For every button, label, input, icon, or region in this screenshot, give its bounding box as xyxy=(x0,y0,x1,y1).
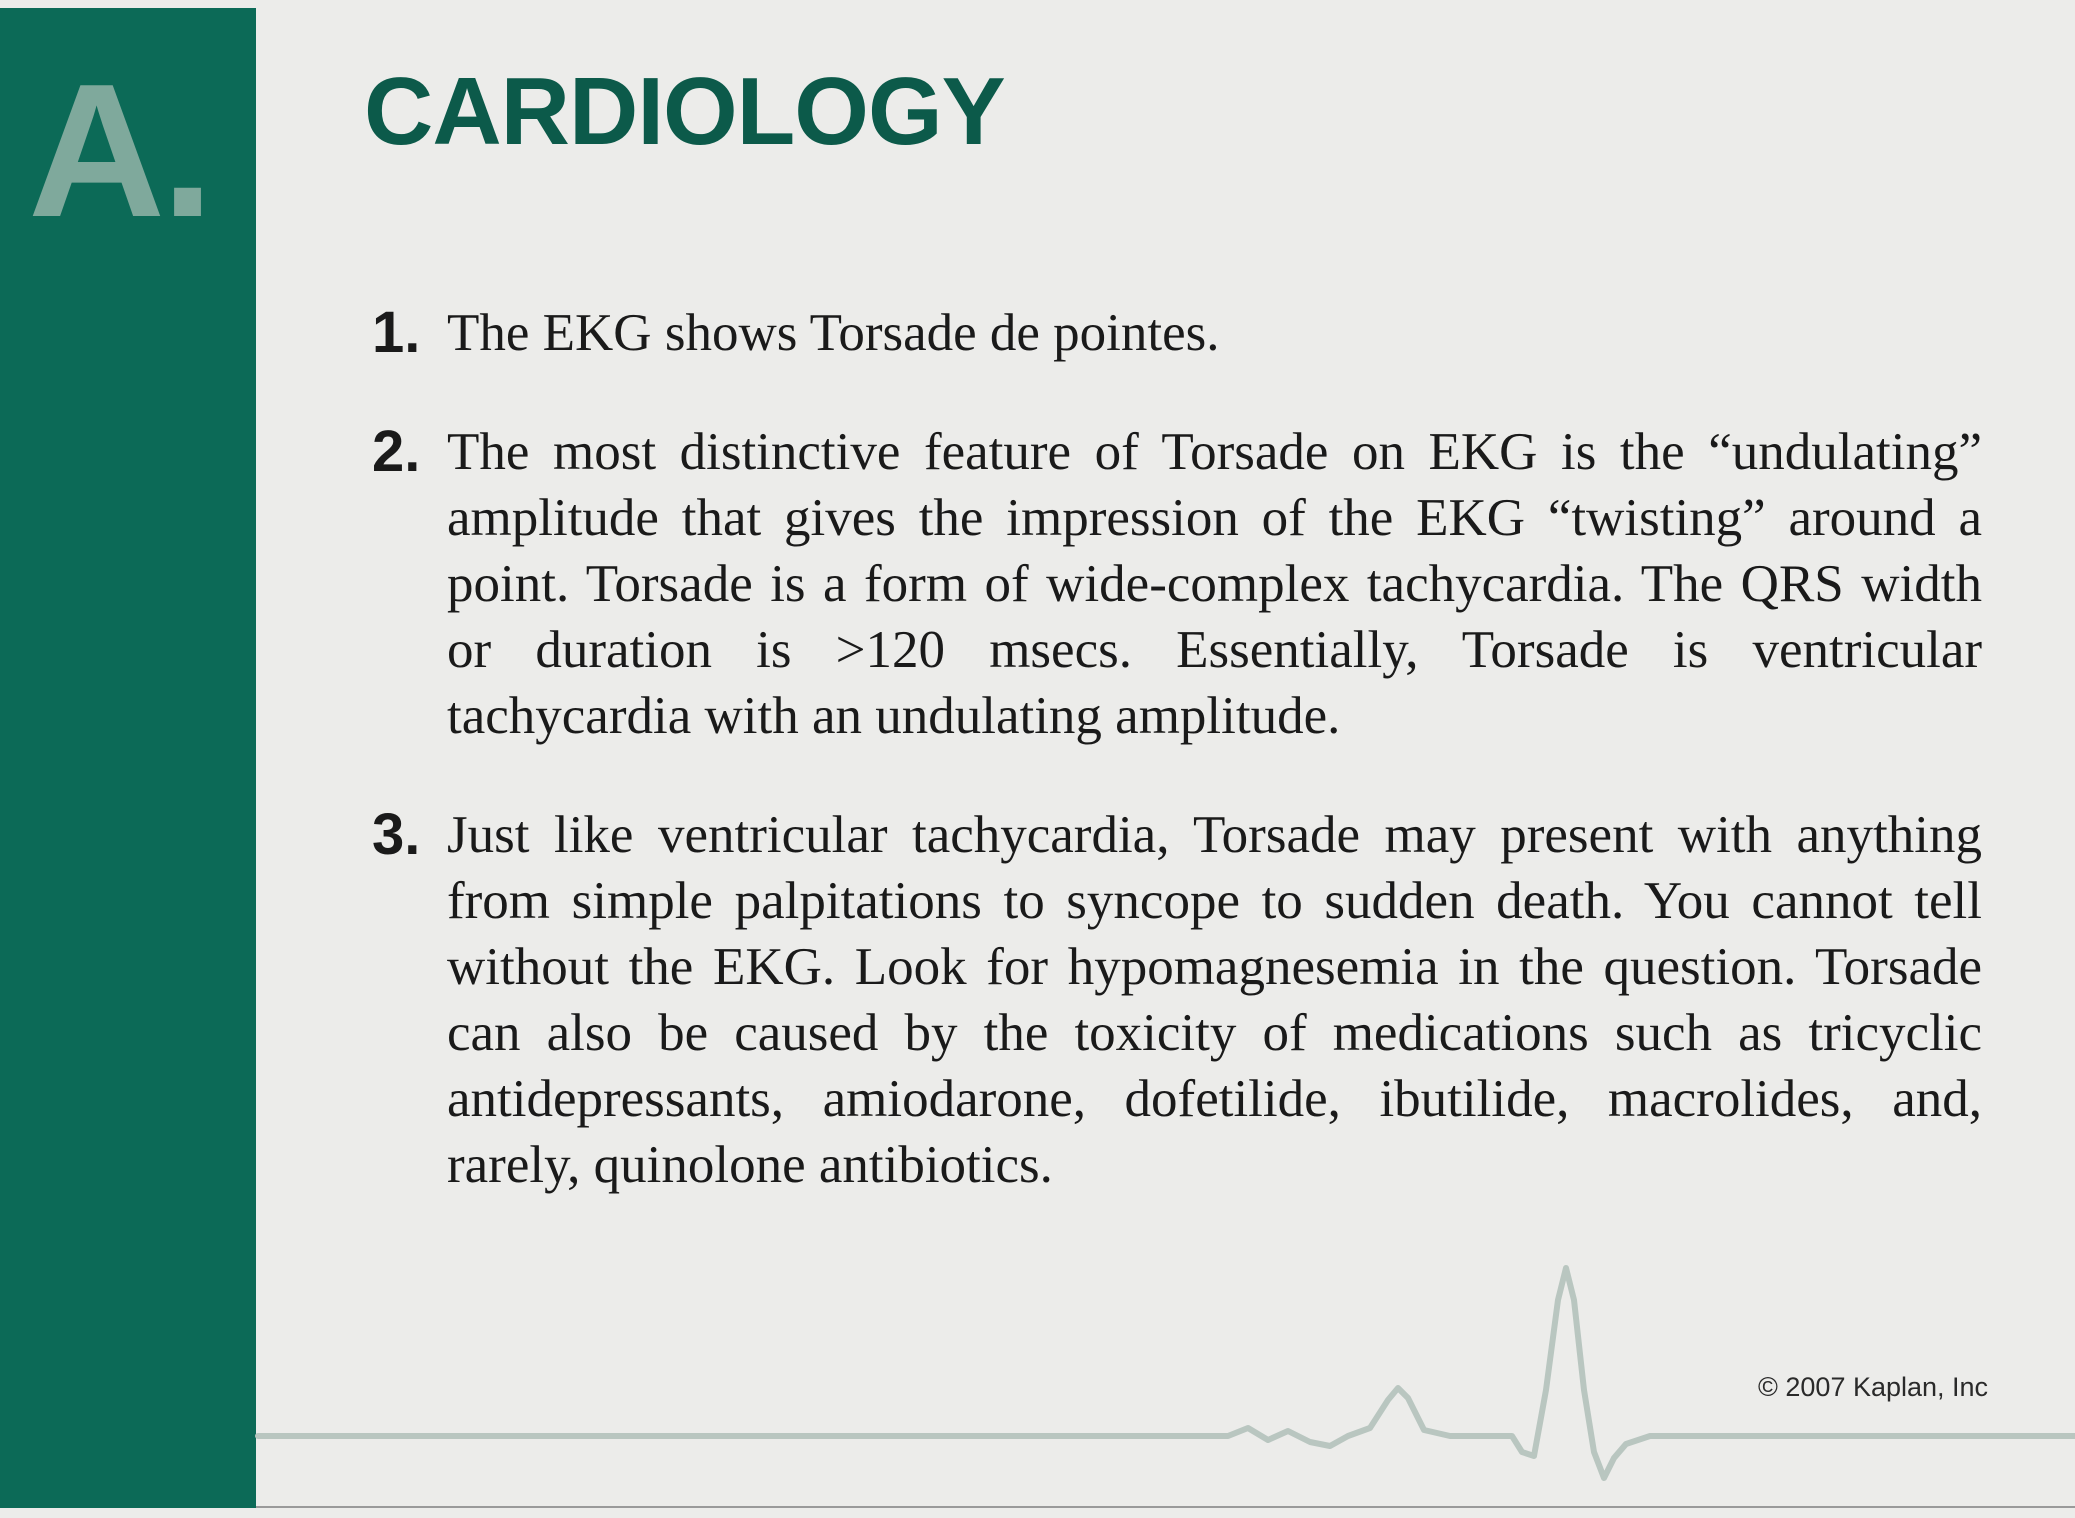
item-number: 2. xyxy=(372,419,421,484)
item-text: The most distinctive feature of Torsade on EKG is the “undulating” amplitude that gives the impression of the EKG “twisting” around a point. Torsade is a form of wide-complex tachycardia. The QRS width or duration is >120 msecs. Essentially, Torsade is ventricular tachycardia with an undulating amplitude. xyxy=(447,423,1982,745)
item-number: 1. xyxy=(372,300,421,365)
bottom-divider xyxy=(256,1506,2075,1508)
section-letter: A. xyxy=(28,45,210,257)
item-number: 3. xyxy=(372,802,421,867)
page-title: CARDIOLOGY xyxy=(364,58,1005,165)
copyright-notice: © 2007 Kaplan, Inc xyxy=(1758,1372,1989,1402)
item-text: The EKG shows Torsade de pointes. xyxy=(447,304,1220,362)
item-text: Just like ventricular tachycardia, Torsade may present with anything from simple palpitations to syncope to sudden death. You cannot tell without the EKG. Look for hypomagnesemia in the question. Torsade can also be caused by the toxicity of medications such as tricyclic antidepressants, amiodarone, dofetilide, ibutilide, macrolides, and, rarely, quinolone antibiotics. xyxy=(447,806,1982,1194)
